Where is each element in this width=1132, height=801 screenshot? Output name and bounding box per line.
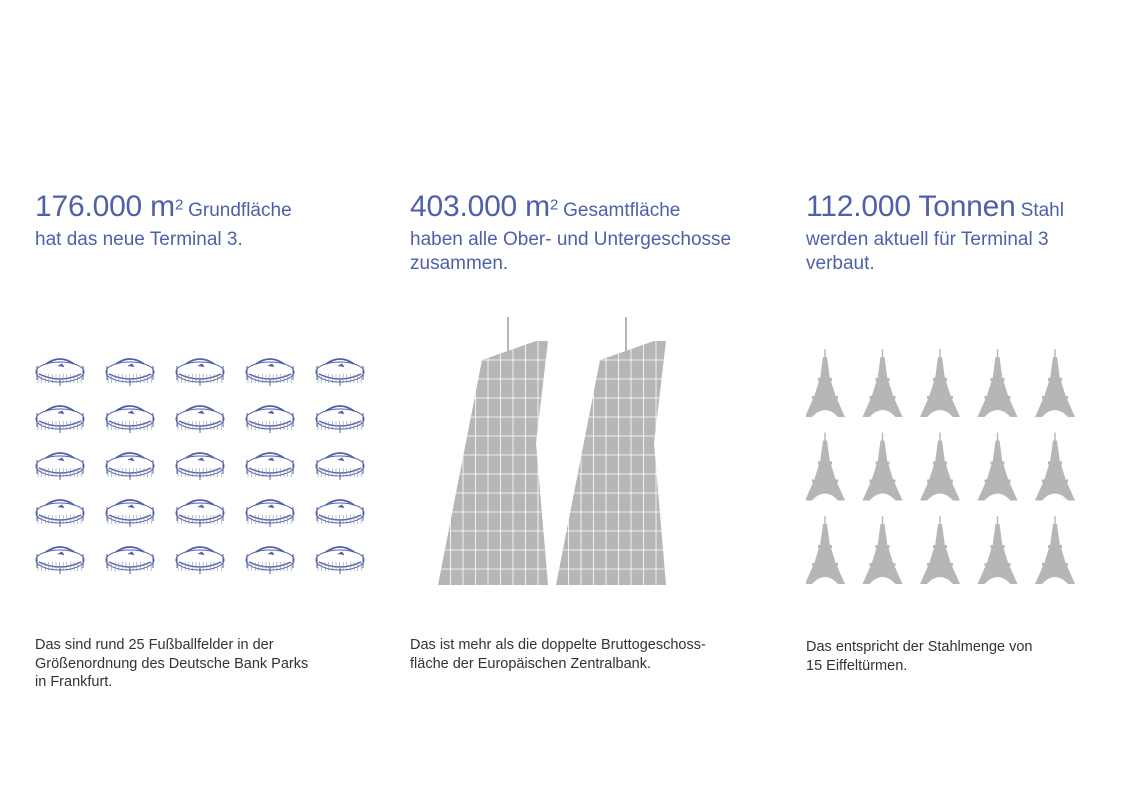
stadium-icon — [106, 406, 154, 433]
stat-unit-sup: 2 — [174, 196, 184, 214]
eiffel-tower-icon — [806, 516, 845, 584]
stadium-icon — [176, 406, 224, 433]
column-ground-area — [35, 0, 380, 801]
eiffel-tower-icon — [863, 349, 903, 417]
stadium-icon — [106, 453, 154, 480]
eiffel-tower-icon-grid — [806, 345, 1096, 590]
stat-label: Gesamtfläche — [563, 200, 681, 221]
eiffel-tower-icon — [1035, 349, 1075, 417]
stat-unit-sup: 2 — [549, 196, 559, 214]
stadium-icon — [176, 500, 224, 527]
stat-subtext-line: werden aktuell für Terminal 3 — [806, 229, 1049, 250]
eiffel-tower-icon — [920, 516, 960, 584]
stadium-icon-grid — [35, 350, 380, 590]
stadium-icon — [106, 359, 154, 386]
stat-value: 176.000 m — [35, 190, 175, 223]
headline-steel — [806, 190, 1064, 276]
stat-label: Grundfläche — [188, 200, 292, 221]
stadium-icon — [36, 406, 84, 433]
caption-steel — [806, 638, 1033, 675]
stat-subtext-line: verbaut. — [806, 253, 875, 274]
eiffel-tower-icon — [1035, 516, 1075, 584]
caption-line: fläche der Europäischen Zentralbank. — [410, 655, 652, 672]
stadium-icon — [176, 359, 224, 386]
tower — [438, 317, 550, 585]
stadium-icon — [316, 547, 364, 574]
stadium-icon — [246, 500, 294, 527]
tower — [556, 317, 668, 585]
stadium-icon — [316, 359, 364, 386]
caption-line: Das sind rund 25 Fußballfelder in der — [35, 637, 274, 653]
caption-line: Das ist mehr als die doppelte Bruttogeschoss- — [410, 637, 706, 653]
eiffel-tower-icon — [806, 349, 845, 417]
eiffel-tower-icon — [978, 433, 1018, 501]
stadium-icon — [246, 406, 294, 433]
stat-subtext-line: zusammen. — [410, 253, 509, 274]
ecb-towers-icon — [410, 315, 680, 590]
stat-value: 112.000 Tonnen — [806, 190, 1016, 223]
caption-line: Das entspricht der Stahlmenge von — [806, 639, 1033, 655]
stat-label: Stahl — [1020, 200, 1064, 221]
stadium-icon — [36, 547, 84, 574]
eiffel-tower-icon — [1035, 433, 1075, 501]
eiffel-tower-icon — [978, 349, 1018, 417]
stadium-icon — [176, 547, 224, 574]
eiffel-tower-icon — [806, 433, 845, 501]
eiffel-tower-icon — [863, 516, 903, 584]
caption-line: Größenordnung des Deutsche Bank Parks — [35, 655, 309, 672]
stadium-icon — [316, 406, 364, 433]
stadium-icon — [176, 453, 224, 480]
caption-line: in Frankfurt. — [35, 674, 113, 690]
stadium-icon — [36, 359, 84, 386]
stadium-icon — [246, 453, 294, 480]
caption-total-area — [410, 636, 706, 673]
stadium-icon — [316, 453, 364, 480]
stadium-icon — [316, 500, 364, 527]
eiffel-tower-icon — [920, 433, 960, 501]
stadium-icon — [36, 453, 84, 480]
caption-line: 15 Eiffeltürmen. — [806, 657, 908, 674]
caption-ground-area — [35, 636, 308, 692]
eiffel-tower-icon — [920, 349, 960, 417]
stadium-icon — [106, 500, 154, 527]
stat-subtext-line: hat das neue Terminal 3. — [35, 229, 243, 250]
stadium-icon — [246, 547, 294, 574]
stadium-icon — [246, 359, 294, 386]
eiffel-tower-icon — [978, 516, 1018, 584]
eiffel-tower-icon — [863, 433, 903, 501]
stadium-icon — [36, 500, 84, 527]
stat-subtext-line: haben alle Ober- und Untergeschosse — [410, 229, 732, 250]
column-total-area — [410, 0, 755, 801]
headline-total-area — [410, 190, 731, 276]
headline-ground-area — [35, 190, 292, 252]
stadium-icon — [106, 547, 154, 574]
stat-value: 403.000 m — [410, 190, 550, 223]
column-steel — [806, 0, 1106, 801]
